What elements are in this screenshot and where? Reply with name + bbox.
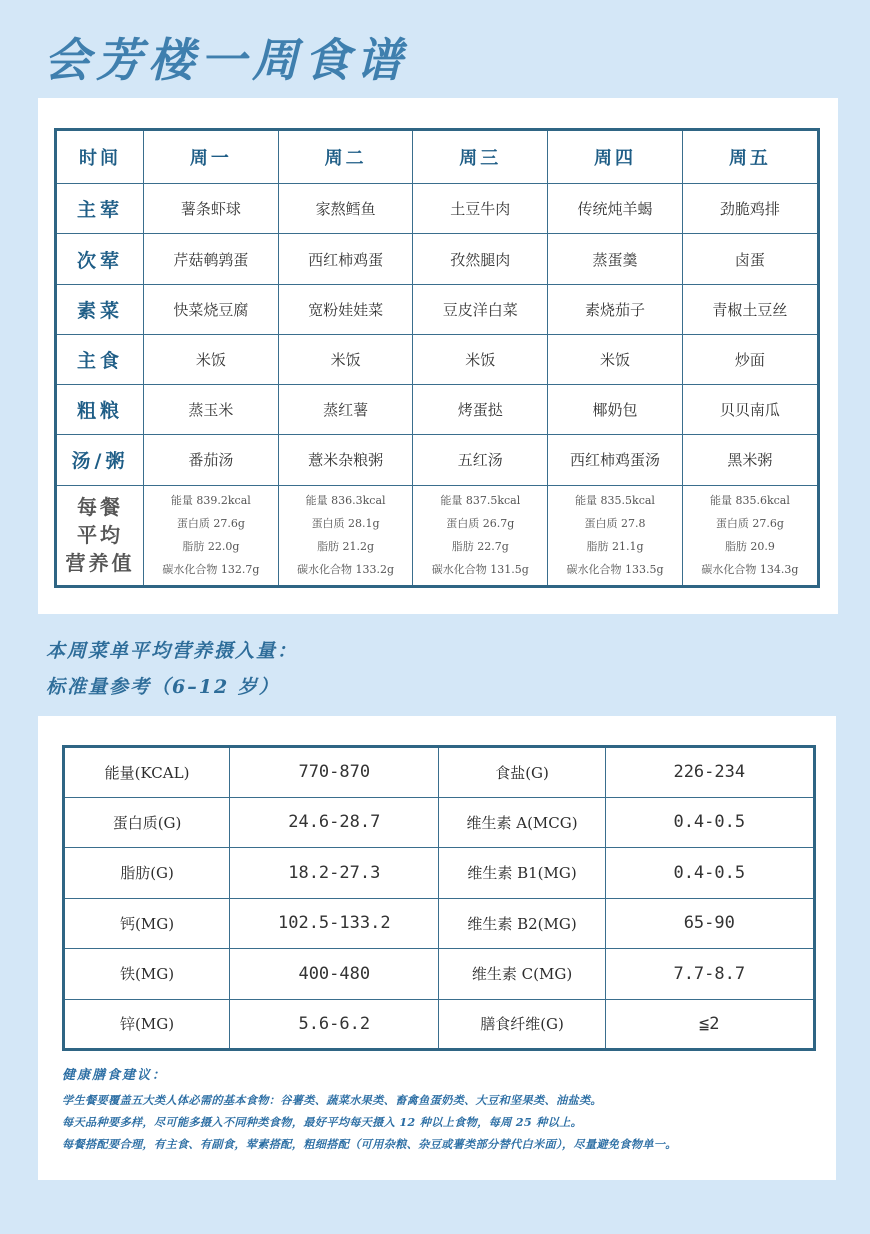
nutrient-value: 102.5-133.2 [230,898,439,949]
dish-cell: 米饭 [548,334,683,384]
nutrient-label: 脂肪(G) [64,848,230,899]
nutrient-label: 锌(MG) [64,999,230,1050]
dish-cell: 家熬鳕鱼 [278,184,413,234]
row-label: 汤/粥 [56,435,144,485]
nutrient-label: 维生素 B1(MG) [439,848,605,899]
nutrition-carbs: 碳水化合物 133.5g [566,563,664,577]
menu-header-row [56,130,819,184]
reference-row [64,797,815,848]
dish-cell: 豆皮洋白菜 [413,284,548,334]
nutrition-row-label [56,485,144,586]
nutrition-cell-wed [413,485,548,586]
nutrient-label: 食盐(G) [439,747,605,798]
header-thu: 周四 [548,130,683,184]
nutrition-protein: 蛋白质 26.7g [446,517,515,531]
dish-cell: 蒸玉米 [144,385,279,435]
dish-cell: 烤蛋挞 [413,385,548,435]
nutrition-energy: 能量 835.6kcal [709,494,790,508]
advice-line: 每餐搭配要合理，有主食、有副食，荤素搭配，粗细搭配（可用杂粮、杂豆或薯类部分替代白米面），尽量避免食物单一。 [62,1137,677,1151]
nutrition-label-line: 每餐 [77,495,123,520]
nutrition-energy: 能量 839.2kcal [170,494,251,508]
nutrition-energy: 能量 835.5kcal [575,494,655,508]
dish-cell: 黑米粥 [682,435,818,485]
nutrient-value: 0.4-0.5 [605,797,814,848]
reference-row [64,747,815,798]
nutrient-label: 维生素 C(MG) [439,949,605,1000]
dish-cell: 贝贝南瓜 [682,385,818,435]
dish-cell: 炒面 [682,334,818,384]
dish-cell: 番茄汤 [144,435,279,485]
reference-subheading: 标准量参考（6–12 岁） [46,676,280,698]
nutrition-fat: 脂肪 22.0g [182,540,240,554]
dish-cell: 蒸红薯 [278,385,413,435]
reference-heading: 本周菜单平均营养摄入量： [46,640,299,662]
row-label: 素菜 [56,284,144,334]
healthy-diet-advice [62,1064,832,1155]
dish-cell: 薏米杂粮粥 [278,435,413,485]
nutrition-fat: 脂肪 22.7g [451,540,509,554]
dish-cell: 劲脆鸡排 [682,184,818,234]
nutrient-label: 钙(MG) [64,898,230,949]
menu-row-nutrition [56,485,819,586]
nutrient-value: 5.6-6.2 [230,999,439,1050]
nutrition-label-line: 营养值 [65,551,135,576]
dish-cell: 米饭 [144,334,279,384]
menu-row-soup [56,435,819,485]
nutrition-cell-fri [682,485,818,586]
dish-cell: 椰奶包 [548,385,683,435]
dish-cell: 传统炖羊蝎 [548,184,683,234]
dish-cell: 土豆牛肉 [413,184,548,234]
header-time: 时间 [56,130,144,184]
nutrition-label-line: 平均 [77,523,123,548]
dish-cell: 薯条虾球 [144,184,279,234]
reference-card [38,716,836,1180]
advice-title: 健康膳食建议： [62,1068,168,1083]
nutrient-label: 维生素 A(MCG) [439,797,605,848]
nutrition-fat: 脂肪 21.1g [586,540,644,554]
dish-cell: 卤蛋 [682,234,818,284]
advice-line: 每天品种要多样，尽可能多摄入不同种类食物，最好平均每天摄入 12 种以上食物，每周 25 种以上。 [62,1115,583,1129]
weekly-menu-card [38,98,838,614]
nutrition-carbs: 碳水化合物 133.2g [297,563,395,577]
row-label: 主荤 [56,184,144,234]
menu-row-main-meat [56,184,819,234]
nutrient-value: 65-90 [605,898,814,949]
nutrient-value: 226-234 [605,747,814,798]
nutrient-value: 400-480 [230,949,439,1000]
header-mon: 周一 [144,130,279,184]
reference-row [64,898,815,949]
dish-cell: 米饭 [413,334,548,384]
nutrition-cell-thu [548,485,683,586]
nutrition-cell-mon [144,485,279,586]
dish-cell: 蒸蛋羹 [548,234,683,284]
nutrition-protein: 蛋白质 27.8 [584,517,646,531]
menu-row-vegetable [56,284,819,334]
dish-cell: 西红柿鸡蛋汤 [548,435,683,485]
header-wed: 周三 [413,130,548,184]
nutrition-fat: 脂肪 20.9 [724,540,775,554]
nutrient-value: 24.6-28.7 [230,797,439,848]
nutrient-value: 770-870 [230,747,439,798]
dish-cell: 孜然腿肉 [413,234,548,284]
reference-table [62,745,816,1051]
nutrient-label: 维生素 B2(MG) [439,898,605,949]
row-label: 粗粮 [56,385,144,435]
menu-row-staple [56,334,819,384]
dish-cell: 素烧茄子 [548,284,683,334]
nutrition-cell-tue [278,485,413,586]
page-title: 会芳楼一周食谱 [44,33,408,87]
nutrition-energy: 能量 837.5kcal [440,494,521,508]
nutrient-value: 0.4-0.5 [605,848,814,899]
header-tue: 周二 [278,130,413,184]
dish-cell: 宽粉娃娃菜 [278,284,413,334]
nutrition-energy: 能量 836.3kcal [305,494,386,508]
reference-row [64,848,815,899]
nutrient-label: 蛋白质(G) [64,797,230,848]
dish-cell: 快菜烧豆腐 [144,284,279,334]
dish-cell: 五红汤 [413,435,548,485]
nutrient-label: 铁(MG) [64,949,230,1000]
dish-cell: 芹菇鹌鹑蛋 [144,234,279,284]
nutrition-carbs: 碳水化合物 134.3g [701,563,799,577]
nutrient-label: 膳食纤维(G) [439,999,605,1050]
nutrition-protein: 蛋白质 27.6g [176,517,245,531]
dish-cell: 西红柿鸡蛋 [278,234,413,284]
weekly-menu-table [54,128,820,588]
nutrition-protein: 蛋白质 28.1g [311,517,380,531]
row-label: 主食 [56,334,144,384]
header-fri: 周五 [682,130,818,184]
menu-row-secondary-meat [56,234,819,284]
dish-cell: 米饭 [278,334,413,384]
nutrition-protein: 蛋白质 27.6g [715,517,784,531]
nutrient-value: 18.2-27.3 [230,848,439,899]
nutrient-value: ≦2 [605,999,814,1050]
reference-row [64,999,815,1050]
nutrition-carbs: 碳水化合物 132.7g [162,563,260,577]
nutrient-label: 能量(KCAL) [64,747,230,798]
nutrient-value: 7.7-8.7 [605,949,814,1000]
advice-line: 学生餐要覆盖五大类人体必需的基本食物：谷薯类、蔬菜水果类、畜禽鱼蛋奶类、大豆和坚果类、油盐类。 [62,1093,602,1107]
dish-cell: 青椒土豆丝 [682,284,818,334]
menu-row-coarse-grain [56,385,819,435]
nutrition-fat: 脂肪 21.2g [317,540,375,554]
reference-row [64,949,815,1000]
nutrition-carbs: 碳水化合物 131.5g [431,563,529,577]
row-label: 次荤 [56,234,144,284]
